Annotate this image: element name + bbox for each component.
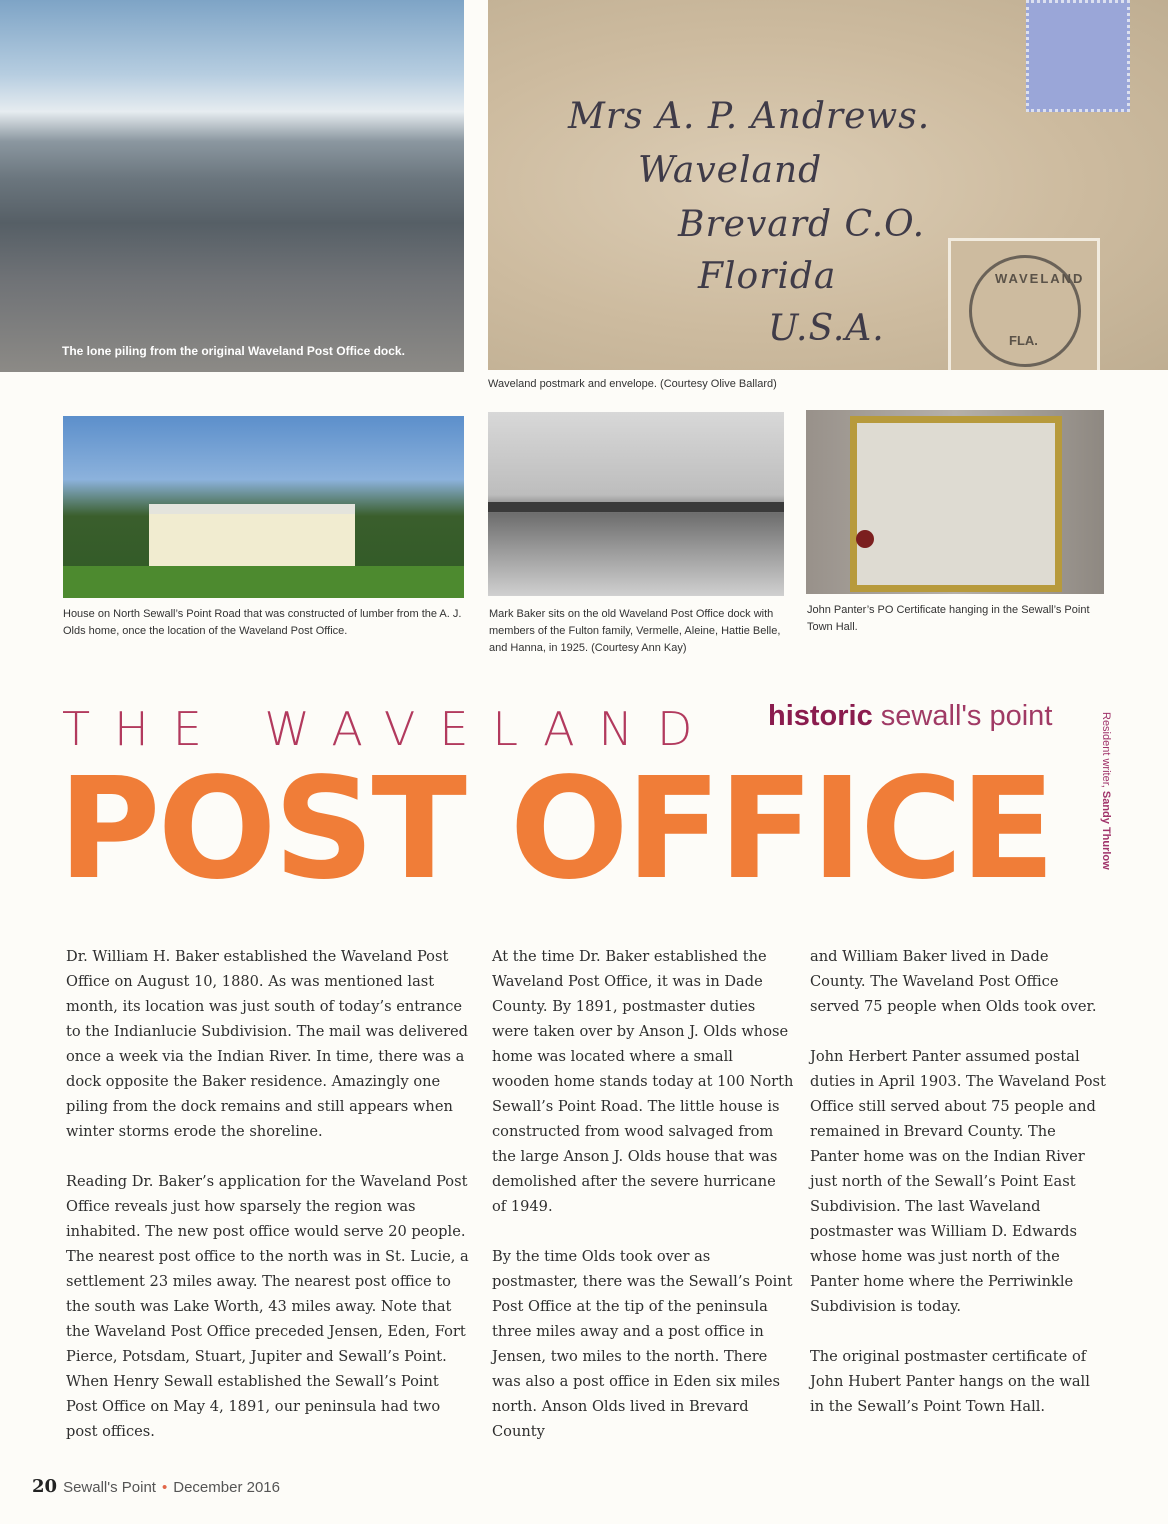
postage-stamp-icon <box>1026 0 1130 112</box>
house-shape <box>149 504 355 566</box>
envelope-address-line: Florida <box>698 256 837 297</box>
article-paragraph: Dr. William H. Baker established the Waveland Post Office on August 10, 1880. As was mentioned last month, its location was just south of today’s entrance to the Indianlucie Subdivision. The mail was delivered once a week via the Indian River. In time, there was a dock opposite the Baker residence. Amazingly one piling from the dock remains and still appears when winter storms erode the shoreline. <box>66 948 468 1140</box>
postmark-text-top: WAVELAND <box>995 271 1085 286</box>
page-title: POST OFFICE <box>58 748 1053 911</box>
photo-waveland-envelope <box>488 0 1168 370</box>
article-paragraph: Reading Dr. Baker’s application for the Waveland Post Office reveals just how sparsely the region was inhabited. The new post office would serve 20 people. The nearest post office to the north was in St. Lucie, a settlement 23 miles away. The nearest post office to the south was Lake Worth, 43 miles away. Note that the Waveland Post Office preceded Jensen, Eden, Fort Pierce, Potsdam, Stuart, Jupiter and Sewall’s Point. When Henry Sewall established the Sewall’s Point Post Office on May 4, 1891, our peninsula had two post offices. <box>66 1173 469 1440</box>
photo-caption-certificate: John Panter’s PO Certificate hanging in the Sewall’s Point Town Hall. <box>807 604 1090 633</box>
photo-caption-house: House on North Sewall’s Point Road that was constructed of lumber from the A. J. Olds home, once the location of the Waveland Post Office. <box>63 608 462 637</box>
envelope-address-line: U.S.A. <box>768 308 885 349</box>
envelope-address-line: Mrs A. P. Andrews. <box>568 96 931 137</box>
page-footer <box>32 1476 280 1497</box>
byline-author: Sandy Thurlow <box>1100 790 1112 870</box>
photo-caption-envelope: Waveland postmark and envelope. (Courtesy Olive Ballard) <box>488 378 777 390</box>
photo-caption-piling: The lone piling from the original Waveland Post Office dock. <box>62 344 405 358</box>
article-paragraph: and William Baker lived in Dade County. The Waveland Post Office served 75 people when Olds took over. <box>810 948 1097 1015</box>
byline-text <box>1100 712 1112 870</box>
headline-kicker: THE WAVELAND <box>62 702 717 756</box>
byline-label: Resident writer, <box>1100 712 1112 791</box>
article-column-2 <box>492 944 794 1469</box>
issue-date: December 2016 <box>173 1479 280 1496</box>
photo-po-certificate <box>806 410 1104 594</box>
article-paragraph: John Herbert Panter assumed postal duties in April 1903. The Waveland Post Office still served about 75 people and remained in Brevard County. The Panter home was on the Indian River just north of the Sewall’s Point East Subdivision. The last Waveland postmaster was William D. Edwards whose home was just north of the Panter home where the Perriwinkle Subdivision is today. <box>810 1048 1106 1315</box>
certificate-frame <box>850 416 1062 592</box>
photo-baker-fulton-dock-1925 <box>488 412 784 596</box>
photo-waveland-dock-piling <box>0 0 464 372</box>
dock-deck-shape <box>488 502 784 512</box>
postmark-inset <box>948 238 1100 370</box>
article-paragraph: At the time Dr. Baker established the Waveland Post Office, it was in Dade County. By 1891, postmaster duties were taken over by Anson J. Olds whose home was located where a small wooden home stands today at 100 North Sewall’s Point Road. The little house is constructed from wood salvaged from the large Anson J. Olds house that was demolished after the severe hurricane of 1949. <box>492 948 794 1215</box>
article-column-1 <box>66 944 471 1469</box>
photo-house-north-sewalls-point-road <box>63 416 464 598</box>
section-label-rest: sewall's point <box>872 700 1053 732</box>
section-label <box>768 700 1052 733</box>
envelope-address-line: Waveland <box>638 150 823 191</box>
page-number: 20 <box>32 1476 58 1497</box>
separator-dot-icon: • <box>161 1479 168 1496</box>
postmark-text-bottom: FLA. <box>1009 333 1038 348</box>
photo-caption-dock: Mark Baker sits on the old Waveland Post Office dock with members of the Fulton family, Vermelle, Aleine, Hattie Belle, and Hanna, in 1925. (Courtesy Ann Kay) <box>489 608 781 654</box>
byline <box>1094 712 1114 888</box>
article-paragraph: The original postmaster certificate of John Hubert Panter hangs on the wall in the Sewall’s Point Town Hall. <box>810 1348 1090 1415</box>
section-label-bold: historic <box>768 700 873 732</box>
article-paragraph: By the time Olds took over as postmaster, there was the Sewall’s Point Post Office at the tip of the peninsula three miles away and a post office in Jensen, two miles to the north. There was also a post office in Eden six miles north. Anson Olds lived in Brevard County <box>492 1248 793 1440</box>
article-column-3 <box>810 944 1108 1444</box>
lawn-shape <box>63 566 464 598</box>
magazine-name: Sewall's Point <box>63 1479 156 1496</box>
certificate-seal-icon <box>856 530 874 548</box>
envelope-address-line: Brevard C.O. <box>678 204 926 245</box>
